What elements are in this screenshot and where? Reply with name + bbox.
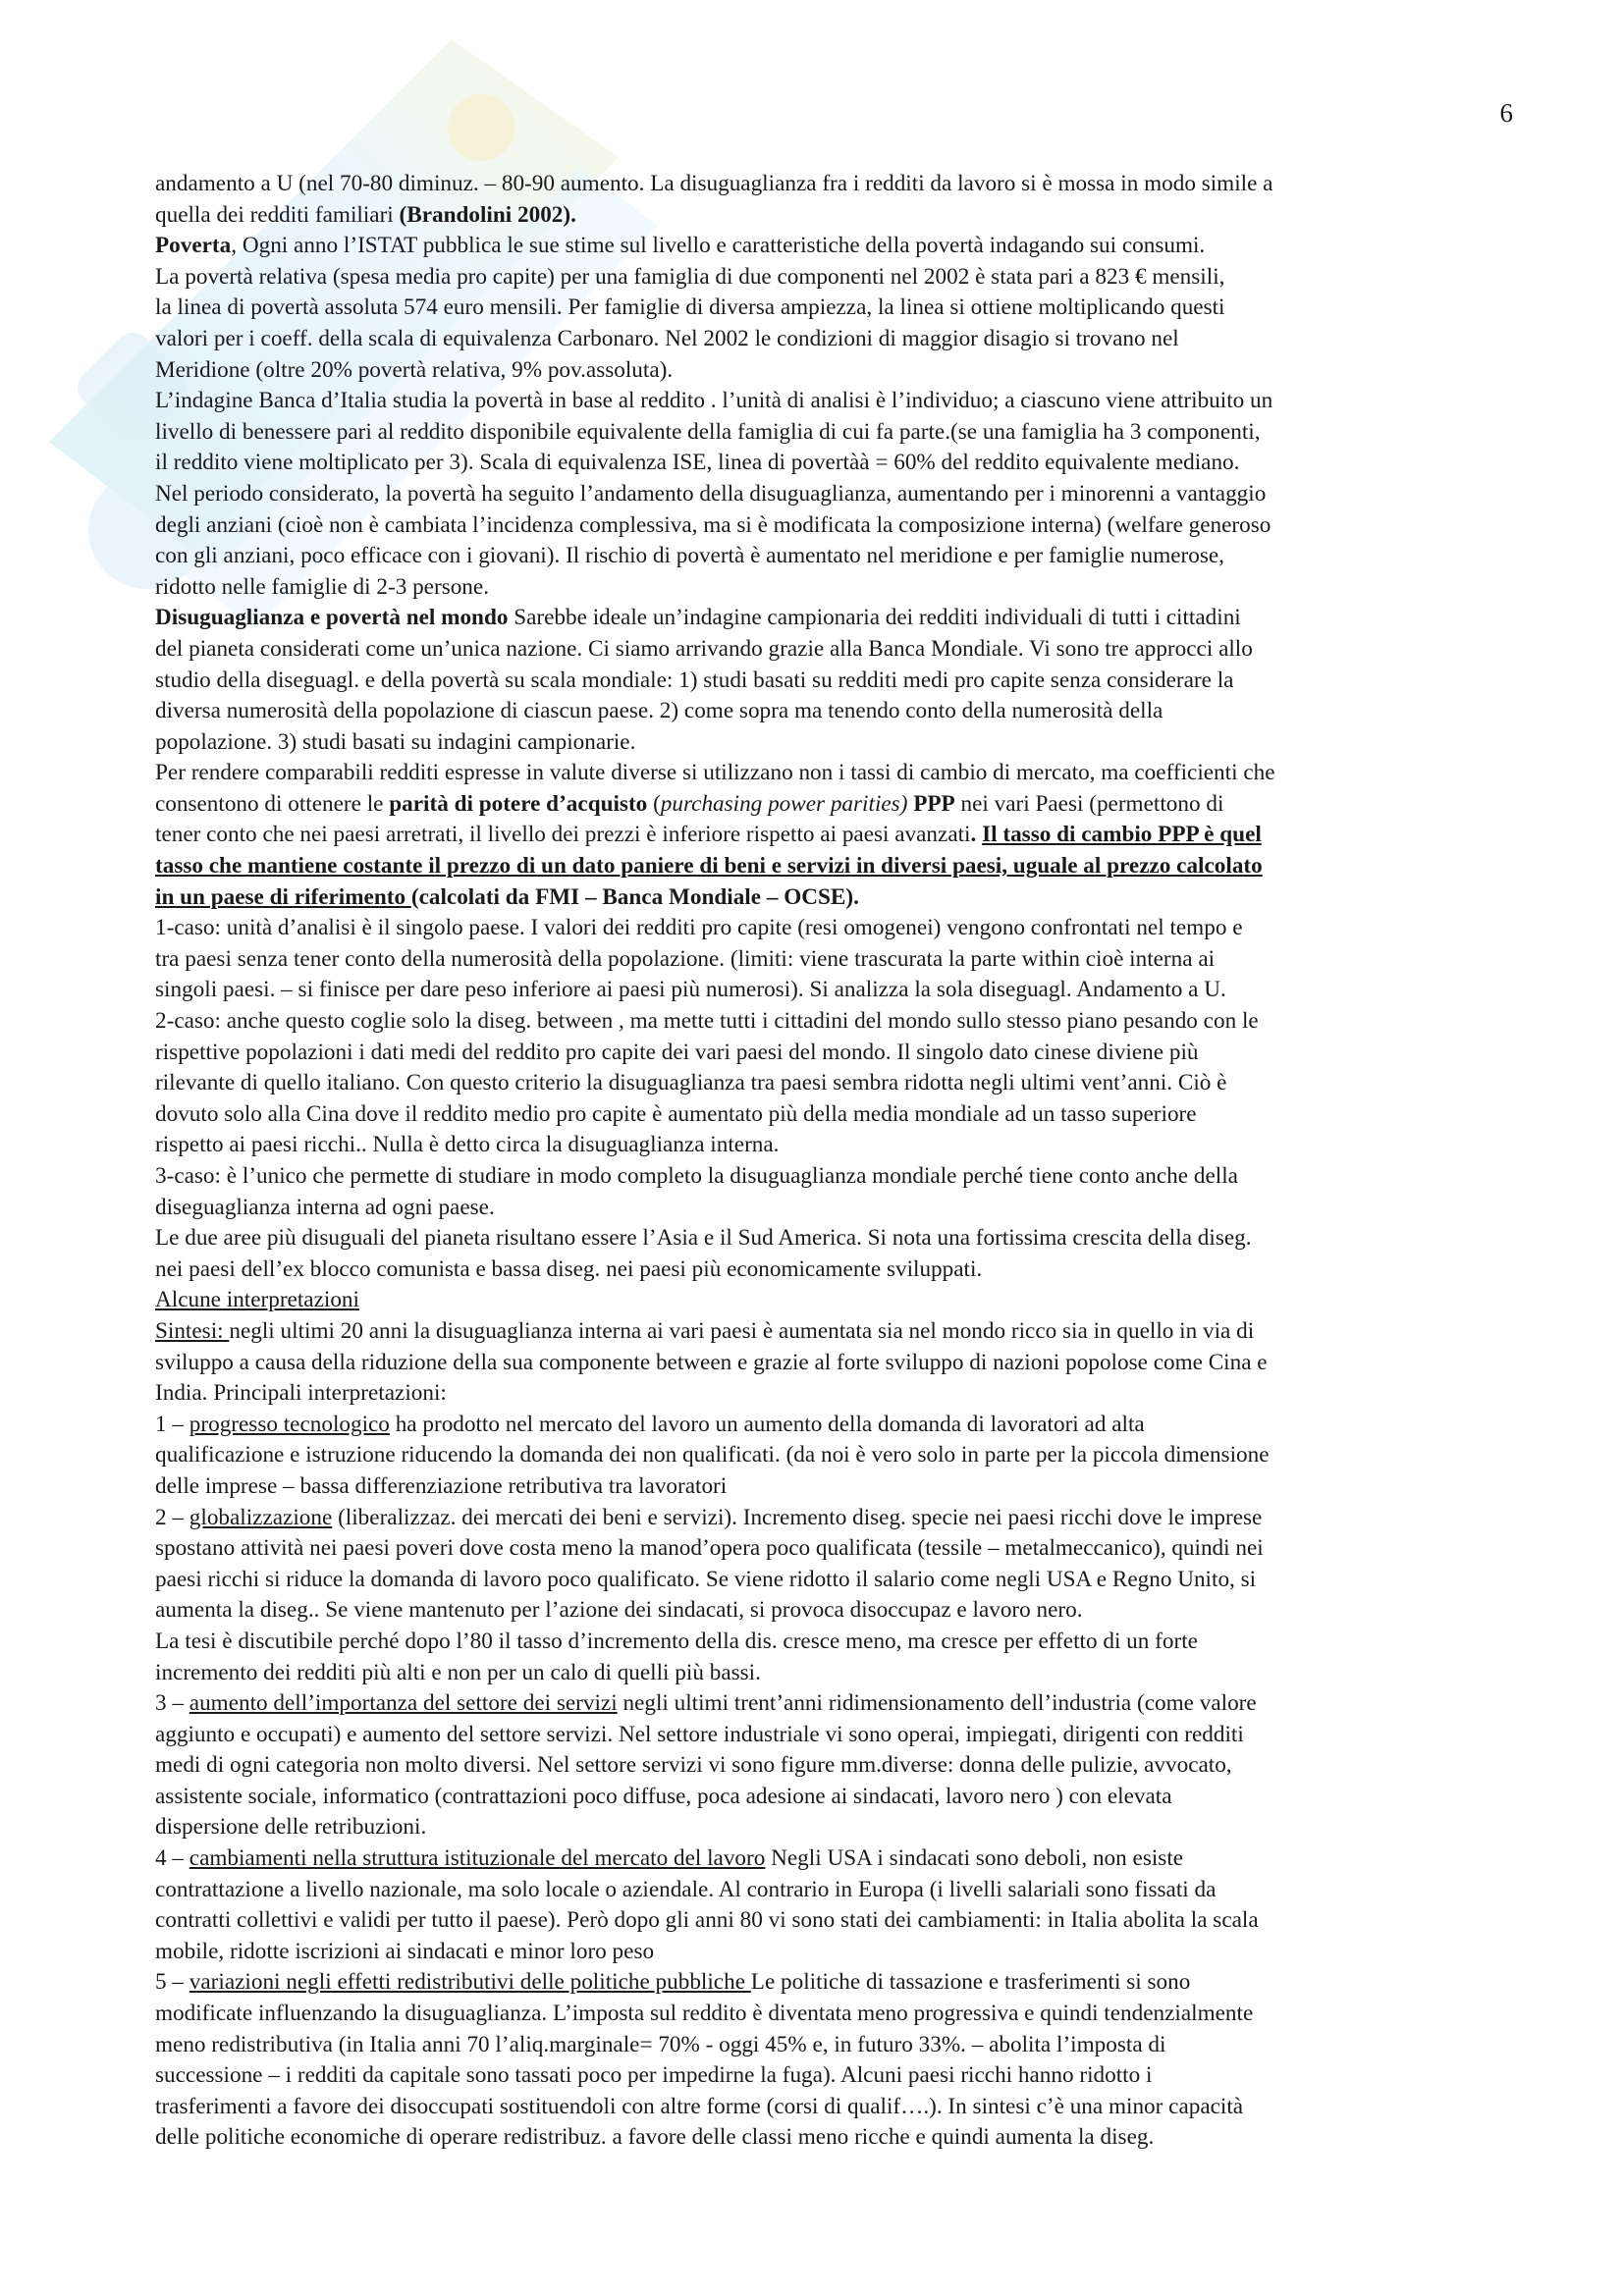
text-line [155, 231, 1500, 262]
text-run: purchasing power parities) [660, 790, 908, 817]
text-run: Meridione (oltre 20% povertà relativa, 9% pov.assoluta). [155, 356, 674, 383]
text-line [155, 1875, 1500, 1906]
text-run: aumento dell’importanza del settore dei servizi [189, 1690, 618, 1717]
text-line [155, 1658, 1500, 1689]
page-number: 6 [1499, 98, 1513, 128]
text-run: 1 – [155, 1411, 189, 1437]
text-line [155, 1627, 1500, 1658]
text-line [155, 2122, 1500, 2154]
text-line [155, 324, 1500, 355]
text-run: 3 – [155, 1690, 189, 1717]
text-run: spostano attività nei paesi poveri dove costa meno la manod’opera poco qualificata (tessile – metalmeccanico), quindi nei [155, 1535, 1264, 1562]
paragraph [155, 603, 1500, 758]
text-line [155, 1161, 1500, 1193]
text-line [155, 1533, 1500, 1565]
text-run: (Brandolini 2002). [399, 201, 576, 228]
text-run: diversa numerosità della popolazione di ciascun paese. 2) come sopra ma tenendo conto della numerosità della [155, 698, 1163, 724]
paragraph [155, 1316, 1500, 1410]
text-run: sviluppo a causa della riduzione della sua componente between e grazie al forte sviluppo di nazioni popolose come Cina e [155, 1349, 1268, 1375]
text-line [155, 1565, 1500, 1596]
text-line [155, 510, 1500, 542]
text-run: il reddito viene moltiplicato per 3). Scala di equivalenza ISE, linea di povertàà = 60% del reddito equivalente mediano. [155, 450, 1240, 476]
text-run: modificate influenzando la disuguaglianza. L’imposta sul reddito è diventata meno progressiva e quindi tendenzialmente [155, 2001, 1254, 2027]
text-run: incremento dei redditi più alti e non per un calo di quelli più bassi. [155, 1659, 761, 1685]
text-line [155, 1503, 1500, 1534]
text-run: andamento a U (nel 70-80 diminuz. – 80-90 aumento. La disuguaglianza fra i redditi da lavoro si è mossa in modo simile a [155, 171, 1273, 196]
text-run: parità di potere d’acquisto [389, 790, 648, 817]
text-run: tasso che mantiene costante il prezzo di un dato paniere di beni e servizi in diversi paesi, uguale al prezzo calcolato [155, 853, 1263, 880]
text-run: progresso tecnologico [189, 1411, 390, 1437]
text-line [155, 789, 1500, 821]
paragraph [155, 1161, 1500, 1223]
text-run: rispettive popolazioni i dati medi del reddito pro capite dei vari paesi del mondo. Il singolo dato cinese diviene più [155, 1039, 1199, 1065]
text-line [155, 479, 1500, 510]
text-run: del pianeta considerati come un’unica nazione. Ci siamo arrivando grazie alla Banca Mondiale. Vi sono tre approcci allo [155, 635, 1253, 662]
text-line [155, 1937, 1500, 1968]
text-run: qualificazione e istruzione riducendo la domanda dei non qualificati. (da noi è vero solo in parte per la piccola dimensione [155, 1442, 1270, 1468]
text-run: valori per i coeff. della scala di equivalenza Carbonaro. Nel 2002 le condizioni di maggior disagio si trovano nel [155, 325, 1179, 351]
text-run: delle imprese – bassa differenziazione retributiva tra lavoratori [155, 1472, 728, 1499]
text-line [155, 2060, 1500, 2092]
text-run: (calcolati da FMI – Banca Mondiale – OCSE). [410, 883, 859, 910]
text-run: popolazione. 3) studi basati su indagini campionarie. [155, 728, 636, 755]
text-run: 2-caso: anche questo coglie solo la diseg. between , ma mette tutti i cittadini del mondo sullo stesso piano pesando con le [155, 1008, 1259, 1035]
paragraph [155, 1285, 1500, 1316]
text-run: mobile, ridotte iscrizioni ai sindacati e minor loro peso [155, 1938, 655, 1964]
text-run: meno redistributiva (in Italia anni 70 l’aliq.marginale= 70% - oggi 45% e, in futuro 33%. – abolita l’imposta di [155, 2031, 1166, 2057]
text-line [155, 1378, 1500, 1410]
text-run: rispetto ai paesi ricchi.. Nulla è detto circa la disuguaglianza interna. [155, 1132, 780, 1158]
text-run: singoli paesi. – si finisce per dare peso inferiore ai paesi più numerosi). Si analizza la sola diseguagl. Andamento a U. [155, 977, 1226, 1003]
text-run: , Ogni anno l’ISTAT pubblica le sue stime sul livello e caratteristiche della povertà indagando sui consumi. [231, 233, 1206, 259]
text-line [155, 1688, 1500, 1720]
text-run: delle politiche economiche di operare redistribuz. a favore delle classi meno ricche e quindi aumenta la diseg. [155, 2124, 1155, 2151]
text-line [155, 1006, 1500, 1038]
text-run: nei vari Paesi (permettono di [954, 790, 1224, 817]
text-line [155, 1255, 1500, 1286]
text-run: Per rendere comparabili redditi espresse in valute diverse si utilizzano non i tassi di cambio di mercato, ma coefficienti che [155, 760, 1275, 786]
text-run: nei paesi dell’ex blocco comunista e bassa diseg. nei paesi più economicamente sviluppati. [155, 1255, 983, 1282]
text-line [155, 1068, 1500, 1099]
text-run: la linea di povertà assoluta 574 euro mensili. Per famiglie di diversa ampiezza, la linea si ottiene moltiplicando questi [155, 294, 1225, 321]
paragraph [155, 1006, 1500, 1161]
text-run: ha prodotto nel mercato del lavoro un aumento della domanda di lavoratori ad alta [389, 1411, 1145, 1437]
text-line [155, 944, 1500, 976]
text-run: India. Principali interpretazioni: [155, 1380, 447, 1407]
paragraph [155, 1410, 1500, 1503]
text-run: aggiunto e occupati) e aumento del settore servizi. Nel settore industriale vi sono operai, impiegati, dirigenti con redditi [155, 1721, 1244, 1747]
text-line [155, 1812, 1500, 1843]
text-line [155, 634, 1500, 666]
text-line [155, 1720, 1500, 1751]
text-run: Nel periodo considerato, la povertà ha seguito l’andamento della disuguaglianza, aumentando per i minorenni a vantaggio [155, 480, 1267, 507]
text-run: 2 – [155, 1504, 189, 1530]
text-run: successione – i redditi da capitale sono tassati poco per impedirne la fuga). Alcuni paesi ricchi hanno ridotto i [155, 2062, 1153, 2089]
text-run: Negli USA i sindacati sono deboli, non esiste [765, 1845, 1184, 1872]
text-run: Il tasso di cambio PPP è quel [982, 822, 1262, 848]
text-line [155, 1038, 1500, 1069]
text-run: diseguaglianza interna ad ogni paese. [155, 1194, 495, 1220]
text-run: degli anziani (cioè non è cambiata l’incidenza complessiva, ma si è modificata la composizione interna) (welfare generoso [155, 511, 1271, 538]
text-line [155, 727, 1500, 759]
text-run: tener conto che nei paesi arretrati, il livello dei prezzi è inferiore rispetto ai paesi avanzati [155, 822, 971, 848]
text-line [155, 169, 1500, 200]
text-line [155, 666, 1500, 697]
text-line [155, 1905, 1500, 1937]
text-run: cambiamenti nella struttura istituzionale del mercato del lavoro [189, 1845, 766, 1872]
text-line [155, 1782, 1500, 1813]
text-run: La povertà relativa (spesa media pro capite) per una famiglia di due componenti nel 2002 è stata pari a 823 € mensili, [155, 263, 1225, 290]
text-line [155, 1193, 1500, 1224]
text-run: trasferimenti a favore dei disoccupati sostituendoli con altre forme (corsi di qualif….). In sintesi c’è una minor capacità [155, 2093, 1244, 2119]
text-run: Poverta [155, 233, 232, 259]
text-line [155, 1595, 1500, 1627]
text-line [155, 1348, 1500, 1379]
text-line [155, 262, 1500, 294]
text-run: (liberalizzaz. dei mercati dei beni e servizi). Incremento diseg. specie nei paesi ricchi dove le imprese [332, 1504, 1263, 1530]
text-run: Sarebbe ideale un’indagine campionaria dei redditi individuali di tutti i cittadini [508, 605, 1241, 631]
text-run: Alcune interpretazioni [155, 1287, 359, 1313]
text-run: rilevante di quello italiano. Con questo criterio la disuguaglianza tra paesi sembra ridotta negli ultimi vent’anni. Ciò è [155, 1070, 1227, 1096]
text-line [155, 1285, 1500, 1316]
text-run: assistente sociale, informatico (contrattazioni poco diffuse, poca adesione ai sindacati, lavoro nero ) con elevata [155, 1783, 1172, 1809]
text-run: livello di benessere pari al reddito disponibile equivalente della famiglia di cui fa parte.(se una famiglia ha 3 componenti, [155, 418, 1261, 445]
text-line [155, 293, 1500, 324]
text-run: con gli anziani, poco efficace con i giovani). Il rischio di povertà è aumentato nel meridione e per famiglie numerose, [155, 543, 1224, 569]
text-run: variazioni negli effetti redistributivi delle politiche pubbliche [189, 1969, 751, 1996]
text-run: ridotto nelle famiglie di 2-3 persone. [155, 573, 489, 600]
text-run: quella dei redditi familiari [155, 201, 400, 228]
text-run: 4 – [155, 1845, 189, 1872]
paragraph [155, 758, 1500, 913]
text-run: Sintesi: [155, 1317, 230, 1344]
text-run: consentono di ottenere le [155, 790, 390, 817]
text-run: contratti collettivi e validi per tutto il paese). Però dopo gli anni 80 vi sono stati dei cambiamenti: in Italia abolita la scala [155, 1907, 1259, 1934]
text-run: La tesi è discutibile perché dopo l’80 il tasso d’incremento della dis. cresce meno, ma cresce per effetto di un forte [155, 1628, 1198, 1654]
text-run: negli ultimi trent’anni ridimensionamento dell’industria (come valore [617, 1690, 1257, 1717]
text-line [155, 1750, 1500, 1782]
text-run: aumenta la diseg.. Se viene mantenuto per l’azione dei sindacati, si provoca disoccupaz e lavoro nero. [155, 1597, 1083, 1624]
text-run: Le due aree più disuguali del pianeta risultano essere l’Asia e il Sud America. Si nota una fortissima crescita della diseg. [155, 1225, 1252, 1252]
body-text [155, 169, 1500, 2154]
text-line [155, 1471, 1500, 1503]
text-run: globalizzazione [189, 1504, 333, 1530]
text-line [155, 417, 1500, 449]
text-run: paesi ricchi si riduce la domanda di lavoro poco qualificato. Se viene ridotto il salario come negli USA e Regno Unito, si [155, 1566, 1257, 1592]
text-line [155, 200, 1500, 232]
text-line [155, 1099, 1500, 1131]
text-run: Le politiche di tassazione e trasferimenti si sono [750, 1969, 1191, 1996]
text-run: in un paese di riferimento [155, 883, 411, 910]
text-line [155, 1223, 1500, 1255]
paragraph [155, 1843, 1500, 1967]
text-run: dispersione delle retribuzioni. [155, 1814, 427, 1841]
text-run: L’indagine Banca d’Italia studia la povertà in base al reddito . l’unità di analisi è l’individuo; a ciascuno viene attribuito un [155, 388, 1273, 414]
text-line [155, 1410, 1500, 1441]
text-line [155, 1130, 1500, 1161]
text-run: tra paesi senza tener conto della numerosità della popolazione. (limiti: viene trascurata la parte within cioè interna ai [155, 945, 1216, 972]
text-line [155, 572, 1500, 604]
text-run: dovuto solo alla Cina dove il reddito medio pro capite è aumentato più della media mondiale ad un tasso superiore [155, 1100, 1197, 1127]
text-line [155, 1843, 1500, 1875]
text-run: . [970, 822, 977, 848]
text-line [155, 851, 1500, 882]
paragraph [155, 1688, 1500, 1843]
paragraph [155, 231, 1500, 386]
text-run: ( [647, 790, 661, 817]
paragraph [155, 913, 1500, 1006]
text-run: 3-caso: è l’unico che permette di studiare in modo completo la disuguaglianza mondiale perché tiene conto anche della [155, 1163, 1238, 1189]
text-run: 1-caso: unità d’analisi è il singolo paese. I valori dei redditi pro capite (resi omogenei) vengono confrontati nel tempo e [155, 915, 1243, 941]
text-line [155, 386, 1500, 417]
paragraph [155, 1627, 1500, 1688]
text-line [155, 913, 1500, 944]
text-run: negli ultimi 20 anni la disuguaglianza interna ai vari paesi è aumentata sia nel mondo ricco sia in quello in via di [229, 1317, 1255, 1344]
text-line [155, 696, 1500, 727]
text-run: Disuguaglianza e povertà nel mondo [155, 605, 509, 631]
text-line [155, 2030, 1500, 2061]
text-line [155, 2092, 1500, 2123]
text-line [155, 1999, 1500, 2030]
text-line [155, 1316, 1500, 1348]
text-line [155, 355, 1500, 387]
text-run: contrattazione a livello nazionale, ma solo locale o aziendale. Al contrario in Europa (i livelli salariali sono fissati da [155, 1876, 1217, 1902]
text-line [155, 1967, 1500, 1999]
text-line [155, 820, 1500, 851]
text-line [155, 975, 1500, 1006]
text-line [155, 541, 1500, 572]
paragraph [155, 169, 1500, 231]
paragraph [155, 386, 1500, 603]
text-line [155, 1440, 1500, 1471]
paragraph [155, 1223, 1500, 1285]
text-line [155, 448, 1500, 479]
paragraph [155, 1503, 1500, 1627]
text-run: medi di ogni categoria non molto diversi. Nel settore servizi vi sono figure mm.diverse: donna delle pulizie, avvocato, [155, 1752, 1232, 1779]
text-line [155, 603, 1500, 634]
text-run: PPP [913, 790, 955, 817]
paragraph [155, 1967, 1500, 2154]
text-line [155, 758, 1500, 789]
text-line [155, 882, 1500, 914]
text-run: 5 – [155, 1969, 189, 1996]
text-run: studio della diseguagl. e della povertà su scala mondiale: 1) studi basati su redditi medi pro capite senza considerare la [155, 667, 1234, 693]
